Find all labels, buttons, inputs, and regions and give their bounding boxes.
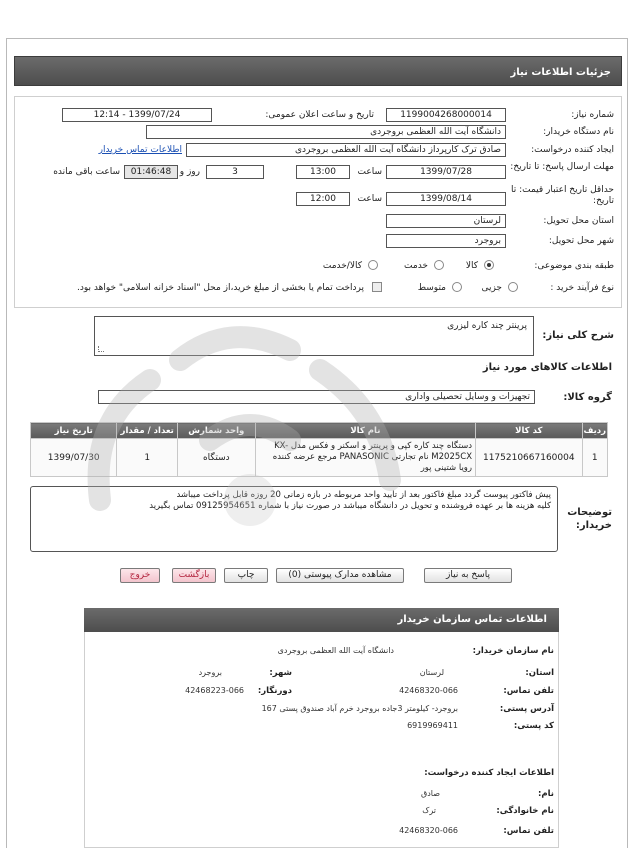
process-medium-label: متوسط — [417, 283, 446, 293]
goods-group-field: تجهیزات و وسایل تحصیلی واداری — [98, 390, 535, 404]
buyer-notes-label: توضیحات خریدار: — [567, 507, 612, 531]
contact-phone-label: تلفن تماس: — [503, 686, 554, 696]
creator-name-value: صادق — [421, 789, 440, 798]
reply-button[interactable]: پاسخ به نیاز — [424, 568, 512, 583]
province-field: لرستان — [386, 214, 506, 228]
buyer-contact-panel — [84, 608, 559, 848]
row-date: 1399/07/30 — [31, 439, 117, 477]
contact-city-value: بروجرد — [198, 668, 222, 677]
category-both-label: کالا/خدمت — [322, 261, 362, 271]
treasury-checkbox[interactable] — [372, 282, 382, 292]
col-name: نام کالا — [255, 423, 475, 439]
category-service-label: خدمت — [404, 261, 428, 271]
creator-label: ایجاد کننده درخواست: — [531, 145, 614, 155]
postal-value: 6919969411 — [407, 721, 458, 730]
category-goods-label: کالا — [465, 261, 478, 271]
summary-textarea[interactable] — [94, 316, 534, 356]
category-goods-radio[interactable] — [484, 260, 494, 270]
remaining-time-label: ساعت باقی مانده — [53, 167, 120, 177]
creator-family-label: نام خانوادگی: — [496, 806, 554, 816]
validity-time-field: 12:00 — [296, 192, 350, 206]
creator-phone-label: تلفن تماس: — [503, 826, 554, 836]
creator-name-label: نام: — [537, 789, 554, 799]
deadline-label: مهلت ارسال پاسخ: تا تاریخ: — [510, 162, 614, 172]
table-row — [31, 439, 608, 477]
treasury-note: پرداخت تمام یا بخشی از مبلغ خرید،از محل "اسناد خزانه اسلامی" خواهد بود. — [76, 283, 364, 293]
col-qty: تعداد / مقدار — [117, 423, 177, 439]
col-unit: واحد شمارش — [177, 423, 255, 439]
org-value: دانشگاه آیت الله العظمی بروجردی — [277, 646, 394, 655]
creator-info-heading: اطلاعات ایجاد کننده درخواست: — [424, 768, 554, 778]
process-medium-radio[interactable] — [452, 282, 462, 292]
col-row: ردیف — [582, 423, 607, 439]
summary-label: شرح کلی نیاز: — [542, 330, 614, 341]
need-number-field: 1199004268000014 — [386, 108, 506, 122]
city-field: بروجرد — [386, 234, 506, 248]
remaining-days-field: 3 — [206, 165, 264, 179]
postal-label: کد پستی: — [513, 721, 554, 731]
announce-label: تاریخ و ساعت اعلان عمومی: — [265, 110, 374, 120]
category-label: طبقه بندی موضوعی: — [534, 261, 614, 271]
buyer-contact-link[interactable]: اطلاعات تماس خریدار — [98, 145, 182, 155]
resize-grip-icon[interactable] — [98, 346, 104, 352]
validity-label: حداقل تاریخ اعتبار قیمت: تا تاریخ: — [511, 185, 614, 206]
buyer-label: نام دستگاه خریدار: — [543, 127, 614, 137]
process-minor-label: جزیی — [481, 283, 502, 293]
address-label: آدرس پستی: — [499, 704, 554, 714]
attachments-button[interactable]: مشاهده مدارک پیوستی (0) — [276, 568, 404, 583]
contact-city-label: شهر: — [269, 668, 292, 678]
process-label: نوع فرآیند خرید : — [550, 283, 614, 293]
row-number: 1 — [582, 439, 607, 477]
remaining-days-label: روز و — [179, 167, 200, 177]
deadline-time-label: ساعت — [357, 167, 382, 177]
buyer-field: دانشگاه آیت الله العظمی بروجردی — [146, 125, 506, 139]
summary-text: پرینتر چند کاره لیزری — [447, 321, 527, 331]
contact-province-value: لرستان — [419, 668, 444, 677]
print-button[interactable]: چاپ — [224, 568, 268, 583]
buyer-notes-line2: کلیه هزینه ها بر عهده فروشنده و تحویل در دانشگاه میباشد در صورت نیاز با شماره 09125954651 تماس بگیرید — [149, 501, 551, 511]
validity-time-label: ساعت — [357, 194, 382, 204]
validity-date-field: 1399/08/14 — [386, 192, 506, 206]
buyer-notes-line1: پیش فاکتور پیوست گردد مبلغ فاکتور بعد از تایید واحد مربوطه در بازه زمانی 20 روزه قابل پرداخت میباشد — [176, 490, 551, 500]
deadline-date-field: 1399/07/28 — [386, 165, 506, 179]
process-minor-radio[interactable] — [508, 282, 518, 292]
goods-table — [30, 422, 608, 477]
category-service-radio[interactable] — [434, 260, 444, 270]
org-label: نام سازمان خریدار: — [472, 646, 554, 656]
row-code: 1175210667160004 — [476, 439, 583, 477]
creator-phone-value: 42468320-066 — [399, 826, 458, 835]
goods-group-label: گروه کالا: — [563, 392, 612, 403]
fax-label: دورنگار: — [257, 686, 292, 696]
row-qty: 1 — [117, 439, 177, 477]
creator-field: صادق ترک کارپرداز دانشگاه آیت الله العظمی بروجردی — [186, 143, 506, 157]
exit-button[interactable]: خروج — [120, 568, 160, 583]
row-unit: دستگاه — [177, 439, 255, 477]
fax-value: 42468223-066 — [185, 686, 244, 695]
contact-phone-value: 42468320-066 — [399, 686, 458, 695]
creator-family-value: ترک — [422, 806, 436, 815]
col-date: تاریخ نیاز — [31, 423, 117, 439]
buyer-notes-box — [30, 486, 558, 552]
city-label: شهر محل تحویل: — [548, 236, 614, 246]
category-both-radio[interactable] — [368, 260, 378, 270]
address-value: بروجرد- کیلومتر 3جاده بروجرد خرم آباد صندوق پستی 167 — [261, 704, 458, 713]
remaining-time-field: 01:46:48 — [124, 165, 178, 179]
col-code: کد کالا — [476, 423, 583, 439]
row-name: دستگاه چند کاره کپی و پرینتر و اسکنر و فکس مدل KX-M2025CX نام تجارتی PANASONIC مرجع عرضه کننده رویا شتینی پور — [255, 439, 475, 477]
announce-field: 1399/07/24 - 12:14 — [62, 108, 212, 122]
need-number-label: شماره نیاز: — [571, 110, 614, 120]
goods-info-heading: اطلاعات کالاهای مورد نیاز — [482, 362, 612, 373]
province-label: استان محل تحویل: — [543, 216, 614, 226]
goods-table-header — [31, 423, 608, 439]
deadline-time-field: 13:00 — [296, 165, 350, 179]
buyer-contact-title: اطلاعات تماس سازمان خریدار — [84, 608, 559, 632]
back-button[interactable]: بازگشت — [172, 568, 216, 583]
page-title: جزئیات اطلاعات نیاز — [14, 56, 622, 86]
contact-province-label: استان: — [525, 668, 554, 678]
